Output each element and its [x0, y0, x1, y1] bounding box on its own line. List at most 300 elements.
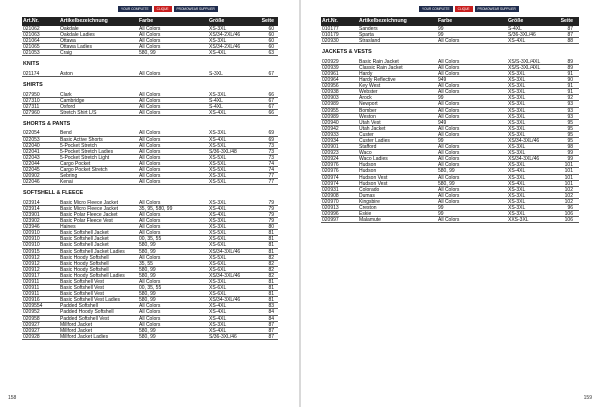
- article-name-cell: Basic Softshell Vest: [60, 279, 104, 285]
- size-cell: XS-3XL: [209, 91, 227, 97]
- art-number-cell: 020923: [322, 150, 339, 156]
- color-cell: All Colors: [139, 91, 161, 97]
- article-name-cell: Clark: [60, 91, 72, 97]
- art-number-cell: 020934: [322, 138, 339, 144]
- size-cell: XS-4XL: [209, 205, 227, 211]
- page-ref-cell: 66: [268, 109, 274, 115]
- size-cell: S-3XL: [209, 70, 223, 77]
- article-name-cell: Ottawa Ladies: [60, 44, 92, 50]
- art-number-cell: 020989: [322, 101, 339, 107]
- article-name-cell: Strasland: [359, 38, 381, 44]
- color-cell: All Colors: [438, 64, 460, 70]
- page-ref-cell: 81: [268, 230, 274, 236]
- page-ref-cell: 82: [268, 266, 274, 272]
- art-number-cell: 023946: [23, 224, 40, 230]
- banner-right: PROMOWEAR SUPPLIER: [475, 6, 519, 12]
- color-cell: All Colors: [438, 192, 460, 198]
- page-ref-cell: 81: [268, 242, 274, 248]
- size-cell: XS-3XL: [209, 321, 227, 327]
- color-cell: All Colors: [139, 303, 161, 309]
- art-number-cell: 022045: [23, 167, 40, 173]
- article-name-cell: Stretch Shirt L/S: [60, 109, 97, 115]
- color-cell: 949: [438, 77, 447, 83]
- art-number-cell: 022044: [23, 160, 40, 166]
- size-cell: XS-3XL: [508, 174, 526, 180]
- color-cell: 00, 35, 55: [139, 236, 162, 242]
- article-name-cell: Webster: [359, 89, 378, 95]
- color-cell: All Colors: [438, 131, 460, 137]
- size-cell: XS-3XL: [209, 224, 227, 230]
- article-name-cell: Key West: [359, 83, 381, 89]
- page-ref-cell: 87: [567, 32, 573, 38]
- header-size: Größe: [508, 18, 524, 24]
- art-number-cell: 020970: [322, 198, 339, 205]
- page-ref-cell: 87: [268, 333, 274, 339]
- page-ref-cell: 93: [567, 101, 573, 107]
- right-page: [301, 0, 600, 407]
- art-number-cell: 020916: [23, 297, 40, 303]
- table-row: [22, 334, 278, 340]
- article-table-right: [321, 17, 579, 223]
- article-name-cell: Waco: [359, 150, 372, 156]
- article-name-cell: Basic Softshell Jacket: [60, 230, 109, 236]
- article-name-cell: Basic Softshell Jacket Ladies: [60, 248, 125, 254]
- size-cell: XS-3XL: [209, 173, 227, 179]
- art-number-cell: 010177: [322, 26, 339, 32]
- size-cell: XS/34-2XL/46: [209, 32, 241, 38]
- size-cell: XS/34-3XL/46: [508, 138, 540, 144]
- page-ref-cell: 60: [268, 38, 274, 44]
- page-ref-cell: 95: [567, 119, 573, 125]
- art-number-cell: 022041: [23, 148, 40, 154]
- color-cell: 99: [438, 211, 444, 217]
- color-cell: 580, 99: [139, 291, 156, 297]
- color-cell: All Colors: [139, 109, 161, 115]
- page-ref-cell: 95: [567, 131, 573, 137]
- color-cell: 35, 95, 580, 99: [139, 205, 173, 211]
- size-cell: XS-6XL: [209, 291, 227, 297]
- page-ref-cell: 91: [567, 70, 573, 77]
- page-ref-cell: 66: [268, 91, 274, 97]
- size-cell: XS-3XL: [209, 218, 227, 224]
- art-number-cell: 022040: [23, 142, 40, 148]
- color-cell: All Colors: [438, 58, 460, 64]
- size-cell: XS-5XL: [209, 254, 227, 260]
- article-name-cell: Basic Polar Fleece Jacket: [60, 211, 118, 218]
- color-cell: All Colors: [438, 162, 460, 168]
- art-number-cell: 027950: [23, 91, 40, 97]
- size-cell: XXS-3XL: [508, 217, 529, 223]
- art-number-cell: 020989: [322, 113, 339, 119]
- art-number-cell: 020964: [322, 77, 339, 83]
- size-cell: XS-3XL: [209, 279, 227, 285]
- art-number-cell: 020903: [322, 95, 339, 101]
- article-table-left: [22, 17, 278, 340]
- color-cell: All Colors: [139, 199, 161, 205]
- size-cell: XS-3XL: [209, 26, 227, 32]
- page-ref-cell: 81: [268, 279, 274, 285]
- article-name-cell: Bend: [60, 130, 72, 136]
- page-ref-cell: 67: [268, 70, 274, 77]
- left-page: [0, 0, 299, 407]
- art-number-cell: 010179: [322, 32, 339, 38]
- page-ref-cell: 81: [268, 236, 274, 242]
- article-name-cell: Newport: [359, 101, 378, 107]
- article-name-cell: Cargo Pocket: [60, 160, 91, 166]
- art-number-cell: 020956: [322, 83, 339, 89]
- color-cell: All Colors: [438, 174, 460, 180]
- article-name-cell: Aston: [60, 70, 73, 77]
- header-color: Farbe: [438, 18, 453, 24]
- color-cell: 580, 99: [139, 272, 156, 278]
- size-cell: XS-3XL: [508, 150, 526, 156]
- size-cell: XS/S-3XL/4XL: [508, 58, 541, 64]
- size-cell: S/36-3XL/46: [209, 333, 237, 339]
- art-number-cell: 020939: [322, 64, 339, 70]
- article-name-cell: Basic Hoody Softshell: [60, 260, 109, 266]
- size-cell: XS/S-3XL/4XL: [508, 64, 541, 70]
- article-name-cell: Utah Jacket: [359, 125, 386, 131]
- article-name-cell: Basic Softshell Jacket: [60, 236, 109, 242]
- color-cell: All Colors: [139, 136, 161, 142]
- header-name: Artikelbezeichnung: [60, 18, 108, 24]
- art-number-cell: 020927: [23, 327, 40, 333]
- page-banner: [419, 4, 519, 13]
- page-ref-cell: 93: [567, 113, 573, 119]
- size-cell: XS-4XL: [508, 168, 526, 174]
- article-name-cell: Padded Softshell Vest: [60, 315, 109, 321]
- color-cell: 580, 99: [139, 327, 156, 333]
- article-name-cell: 5-Pocket Stretch Ladies: [60, 148, 114, 154]
- page-ref-cell: 91: [567, 83, 573, 89]
- article-name-cell: Oxford: [60, 103, 76, 109]
- color-cell: All Colors: [139, 173, 161, 179]
- art-number-cell: 020961: [322, 70, 339, 77]
- art-number-cell: 027311: [23, 103, 40, 109]
- size-cell: XS-3XL: [508, 198, 526, 205]
- art-number-cell: 020912: [23, 260, 40, 266]
- color-cell: All Colors: [139, 321, 161, 327]
- article-name-cell: Basic Softshell Vest: [60, 291, 104, 297]
- color-cell: 580, 99: [139, 266, 156, 272]
- article-name-cell: Oakdale: [60, 26, 79, 32]
- header-size: Größe: [209, 18, 225, 24]
- page-ref-cell: 102: [564, 198, 573, 205]
- section-heading: SHORTS & PANTS: [23, 120, 71, 127]
- color-cell: All Colors: [139, 279, 161, 285]
- color-cell: 99: [438, 138, 444, 144]
- page-ref-cell: 95: [567, 125, 573, 131]
- section-heading: KNITS: [23, 61, 40, 68]
- art-number-cell: 020940: [322, 119, 339, 125]
- art-number-cell: 020911: [23, 279, 40, 285]
- art-number-cell: 020976: [322, 162, 339, 168]
- art-number-cell: 020912: [23, 266, 40, 272]
- art-number-cell: 020927: [23, 321, 40, 327]
- size-cell: XS-4XL: [209, 315, 227, 321]
- banner-left: YOUR COMPLETE: [118, 6, 152, 12]
- size-cell: XS-5XL: [209, 167, 227, 173]
- color-cell: All Colors: [438, 83, 460, 89]
- art-number-cell: 023914: [23, 199, 40, 205]
- size-cell: XS-6XL: [209, 260, 227, 266]
- article-name-cell: Custer: [359, 131, 374, 137]
- size-cell: XS-3XL: [508, 70, 526, 77]
- page-ref-cell: 67: [268, 103, 274, 109]
- page-ref-cell: 99: [567, 150, 573, 156]
- section-heading: JACKETS & VESTS: [322, 49, 372, 56]
- size-cell: XS-3XL: [508, 113, 526, 119]
- art-number-cell: 020933: [322, 131, 339, 137]
- page-banner: [118, 4, 218, 13]
- article-name-cell: Craig: [60, 50, 72, 56]
- size-cell: XS-4XL: [209, 211, 227, 218]
- art-number-cell: 020911: [23, 291, 40, 297]
- page-ref-cell: 69: [268, 130, 274, 136]
- article-name-cell: Stafford: [359, 144, 377, 150]
- art-number-cell: 020955: [322, 107, 339, 113]
- size-cell: XS-4XL: [209, 136, 227, 142]
- page-ref-cell: 69: [268, 136, 274, 142]
- color-cell: All Colors: [139, 44, 161, 50]
- color-cell: 99: [438, 32, 444, 38]
- art-number-cell: 020915: [23, 248, 40, 254]
- color-cell: 580, 99: [139, 297, 156, 303]
- article-name-cell: Basic Micro Fleece Jacket: [60, 199, 119, 205]
- article-name-cell: Bomber: [359, 107, 377, 113]
- art-number-cell: 022054: [23, 130, 40, 136]
- page-ref-cell: 81: [268, 297, 274, 303]
- page-ref-cell: 91: [567, 89, 573, 95]
- color-cell: All Colors: [139, 179, 161, 185]
- color-cell: 580, 99: [139, 333, 156, 339]
- art-number-cell: 020974: [322, 180, 339, 186]
- article-name-cell: Kingsbire: [359, 198, 380, 205]
- color-cell: 580, 99: [438, 180, 455, 186]
- article-name-cell: Creston: [359, 205, 377, 211]
- page-ref-cell: 96: [567, 205, 573, 211]
- color-cell: All Colors: [438, 156, 460, 162]
- page-ref-cell: 63: [268, 50, 274, 56]
- page-ref-cell: 87: [567, 26, 573, 32]
- page-ref-cell: 82: [268, 272, 274, 278]
- art-number-cell: 020917: [23, 272, 40, 278]
- page-ref-cell: 101: [564, 168, 573, 174]
- page-ref-cell: 106: [564, 211, 573, 217]
- color-cell: 580, 99: [139, 242, 156, 248]
- color-cell: All Colors: [139, 103, 161, 109]
- art-number-cell: 021065: [23, 44, 40, 50]
- page-ref-cell: 77: [268, 173, 274, 179]
- color-cell: All Colors: [438, 101, 460, 107]
- article-name-cell: Haines: [60, 224, 76, 230]
- size-cell: XS-3XL: [508, 119, 526, 125]
- art-number-cell: 022043: [23, 154, 40, 160]
- page-ref-cell: 88: [567, 38, 573, 44]
- article-name-cell: Basic Hoody Softshell: [60, 266, 109, 272]
- color-cell: All Colors: [438, 217, 460, 223]
- art-number-cell: 020911: [23, 285, 40, 291]
- page-ref-cell: 99: [567, 156, 573, 162]
- article-name-cell: Classic Rain Jacket: [359, 64, 403, 70]
- page-ref-cell: 77: [268, 179, 274, 185]
- page-ref-cell: 81: [268, 291, 274, 297]
- color-cell: All Colors: [139, 224, 161, 230]
- page-ref-cell: 79: [268, 211, 274, 218]
- color-cell: All Colors: [139, 26, 161, 32]
- page-ref-cell: 79: [268, 205, 274, 211]
- size-cell: XS-4XL: [209, 327, 227, 333]
- header-name: Artikelbezeichnung: [359, 18, 407, 24]
- art-number-cell: 021174: [23, 70, 40, 77]
- color-cell: 99: [438, 26, 444, 32]
- size-cell: XS-3XL: [209, 199, 227, 205]
- size-cell: XS-3XL: [209, 38, 227, 44]
- article-name-cell: Eskie: [359, 211, 372, 217]
- article-name-cell: 5-Pocket Stretch Light: [60, 154, 110, 160]
- size-cell: XS-3XL: [508, 83, 526, 89]
- page-ref-cell: 74: [268, 160, 274, 166]
- size-cell: XS-6XL: [209, 242, 227, 248]
- color-cell: 00, 35, 55: [139, 285, 162, 291]
- page-ref-cell: 90: [567, 77, 573, 83]
- color-cell: All Colors: [139, 211, 161, 218]
- color-cell: All Colors: [139, 70, 161, 77]
- art-number-cell: 020976: [322, 168, 339, 174]
- article-name-cell: Utah Vest: [359, 119, 381, 125]
- article-name-cell: Hardy Reflective: [359, 77, 396, 83]
- header-page: Seite: [560, 18, 573, 24]
- article-name-cell: Malamute: [359, 217, 381, 223]
- art-number-cell: 020910: [23, 230, 40, 236]
- header-art: Art.Nr.: [322, 18, 338, 24]
- article-name-cell: Dumas: [359, 192, 375, 198]
- page-ref-cell: 60: [268, 26, 274, 32]
- article-name-cell: Cambridge: [60, 97, 85, 103]
- article-name-cell: 5-Pocket Stretch: [60, 142, 97, 148]
- size-cell: XS-3XL: [508, 211, 526, 217]
- article-name-cell: Sebring: [60, 173, 78, 179]
- color-cell: 580, 99: [438, 168, 455, 174]
- page-ref-cell: 79: [268, 218, 274, 224]
- article-name-cell: Basic Rain Jacket: [359, 58, 399, 64]
- section-heading: SOFTSHELL & FLEECE: [23, 190, 84, 197]
- page-ref-cell: 93: [567, 107, 573, 113]
- page-ref-cell: 74: [268, 167, 274, 173]
- article-name-cell: Padded Softshell: [60, 303, 98, 309]
- size-cell: XS-3XL: [508, 95, 526, 101]
- color-cell: All Colors: [139, 218, 161, 224]
- art-number-cell: 020930: [322, 38, 339, 44]
- art-number-cell: 023914: [23, 205, 40, 211]
- article-name-cell: Waco Ladies: [359, 156, 388, 162]
- size-cell: XS-6XL: [209, 266, 227, 272]
- art-number-cell: 027960: [23, 109, 40, 115]
- size-cell: XS/34-3XL/46: [209, 297, 241, 303]
- page-number: 159: [583, 395, 592, 401]
- size-cell: S-4XL: [209, 97, 223, 103]
- color-cell: All Colors: [438, 125, 460, 131]
- art-number-cell: 020996: [322, 211, 339, 217]
- art-number-cell: 023902: [23, 218, 40, 224]
- art-number-cell: 022053: [23, 136, 40, 142]
- article-name-cell: Custer Ladies: [359, 138, 390, 144]
- size-cell: XS-5XL: [209, 154, 227, 160]
- art-number-cell: 020910: [23, 242, 40, 248]
- color-cell: All Colors: [139, 254, 161, 260]
- size-cell: XS/34-2XL/46: [209, 44, 241, 50]
- size-cell: XS-4XL: [508, 38, 526, 44]
- color-cell: All Colors: [139, 148, 161, 154]
- art-number-cell: 020901: [322, 144, 339, 150]
- size-cell: XS/34-3XL/46: [209, 248, 241, 254]
- header-art: Art.Nr.: [23, 18, 39, 24]
- page-ref-cell: 102: [564, 186, 573, 192]
- article-name-cell: Sparta: [359, 32, 374, 38]
- color-cell: All Colors: [139, 309, 161, 315]
- table-row: [321, 217, 579, 223]
- size-cell: S/36-3XL/48: [209, 148, 237, 154]
- article-name-cell: Millford Jacket Ladies: [60, 333, 109, 339]
- article-name-cell: Sanders: [359, 26, 378, 32]
- size-cell: XS-5XL: [209, 160, 227, 166]
- art-number-cell: 021064: [23, 38, 40, 44]
- article-name-cell: Ottawa: [60, 38, 76, 44]
- article-name-cell: Basic Hoody Softshell Ladies: [60, 272, 125, 278]
- color-cell: 580, 99: [139, 50, 156, 56]
- page-ref-cell: 84: [268, 309, 274, 315]
- color-cell: All Colors: [139, 38, 161, 44]
- color-cell: All Colors: [438, 38, 460, 44]
- art-number-cell: 020908: [322, 192, 339, 198]
- size-cell: XS-5XL: [209, 179, 227, 185]
- art-number-cell: 020928: [23, 333, 40, 339]
- page-ref-cell: 60: [268, 32, 274, 38]
- art-number-cell: 020924: [322, 156, 339, 162]
- art-number-cell: 020929: [322, 58, 339, 64]
- page-ref-cell: 83: [268, 303, 274, 309]
- page-ref-cell: 73: [268, 142, 274, 148]
- size-cell: S-4XL: [209, 103, 223, 109]
- article-name-cell: Hudson Vest: [359, 180, 388, 186]
- art-number-cell: 020952: [23, 309, 40, 315]
- article-name-cell: Millford Jacket: [60, 327, 92, 333]
- art-number-cell: 020958: [23, 315, 40, 321]
- color-cell: 949: [438, 119, 447, 125]
- page-ref-cell: 80: [268, 224, 274, 230]
- page-ref-cell: 73: [268, 148, 274, 154]
- article-name-cell: Padded Hoody Softshell: [60, 309, 114, 315]
- banner-right: PROMOWEAR SUPPLIER: [174, 6, 218, 12]
- size-cell: S/36-3XL/46: [508, 32, 536, 38]
- section-heading: SHIRTS: [23, 82, 43, 89]
- page-ref-cell: 84: [268, 315, 274, 321]
- page-ref-cell: 98: [567, 144, 573, 150]
- art-number-cell: 023901: [23, 211, 40, 218]
- color-cell: All Colors: [438, 198, 460, 205]
- art-number-cell: 021063: [23, 32, 40, 38]
- article-name-cell: Basic Softshell Vest Ladies: [60, 297, 121, 303]
- color-cell: 99: [438, 205, 444, 211]
- size-cell: XS-4XL: [209, 303, 227, 309]
- article-name-cell: Millford Jacket: [60, 321, 92, 327]
- page-ref-cell: 82: [268, 260, 274, 266]
- art-number-cell: 020942: [322, 125, 339, 131]
- color-cell: All Colors: [139, 315, 161, 321]
- color-cell: 580, 99: [139, 248, 156, 254]
- size-cell: XS-6XL: [209, 285, 227, 291]
- article-name-cell: Basic Softshell Jacket: [60, 242, 109, 248]
